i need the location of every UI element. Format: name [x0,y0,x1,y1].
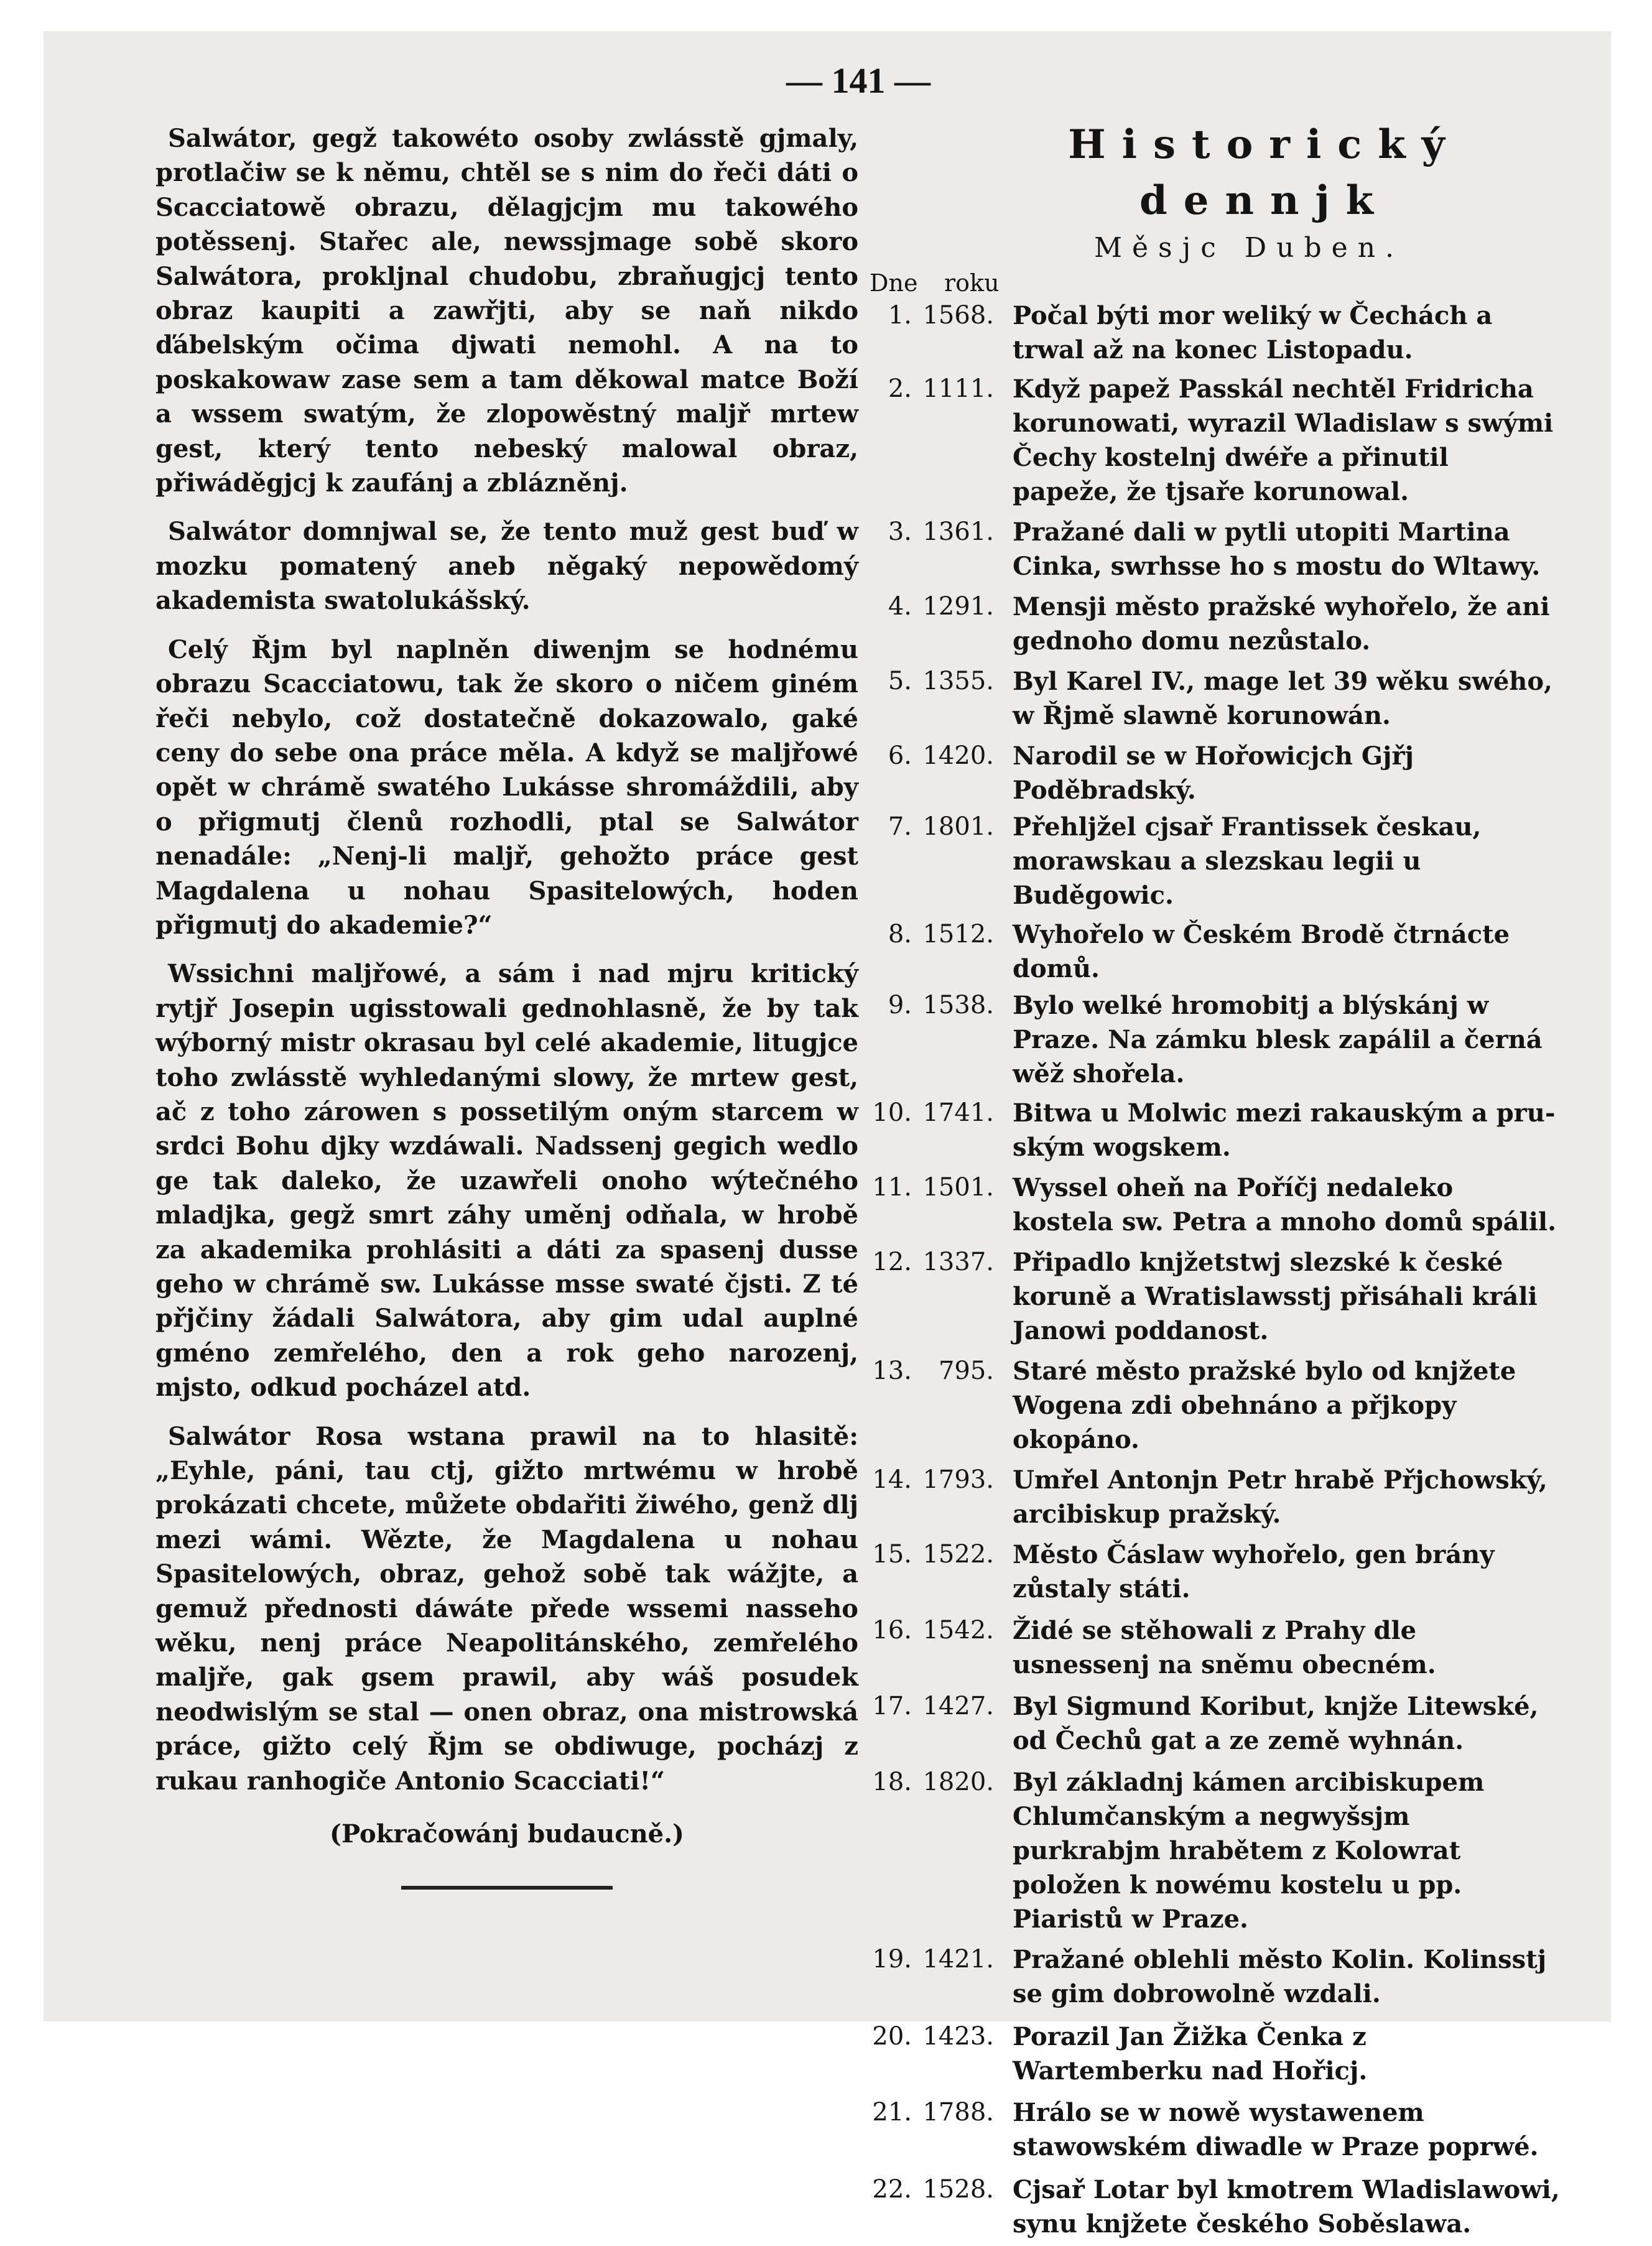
chronicle-entry [863,917,1560,986]
entry-year: 1522. [922,1540,994,1569]
column-header-day: Dne [870,269,918,297]
entry-text: Město Čáslaw wyhořelo, gen brány zůstaly státi. [1013,1540,1495,1603]
column-header-year: roku [944,269,1000,297]
entry-day: 2. [888,374,912,403]
entry-day: 1. [888,301,912,330]
chronicle-entry [863,1171,1560,1239]
entry-text: Pražané dali w pytli utopiti Martina Cinka, swrhsse ho s mostu do Wltawy. [1013,517,1541,581]
entry-day: 16. [872,1616,912,1645]
entry-text: Wyhořelo w Českém Brodě čtrnácte domů. [1013,920,1510,983]
entry-day: 11. [872,1173,912,1202]
entry-text: Porazil Jan Žižka Čenka z Wartemberku nad Hořicj. [1013,2022,1368,2086]
entry-text: Narodil se w Hořowicjch Gjřj Poděbradský. [1013,741,1414,805]
entry-text: Staré město pražské bylo od knjžete Wogena zdi obehnáno a přjkopy okopáno. [1013,1357,1516,1454]
chronicle-entry [863,1689,1560,1758]
entry-year: 1355. [922,667,994,695]
entry-day: 21. [872,2098,912,2127]
page-number: — 141 — [786,60,930,101]
entry-year: 795. [938,1357,994,1385]
entry-year: 1788. [922,2098,994,2127]
entry-day: 19. [872,1945,912,1974]
continuation-note: (Pokračowánj budaucně.) [330,1819,684,1849]
paragraph: Salwátor domnjwal se, že tento muž gest buď w mozku pomatený aneb něgaký nepowědomý akademista swatolukášský. [155,517,858,616]
entry-day: 7. [888,812,912,841]
entry-day: 14. [872,1465,912,1494]
chronicle-list [863,299,1560,2241]
entry-day: 8. [888,920,912,949]
entry-year: 1528. [922,2175,994,2204]
chronicle-entry [863,664,1560,733]
entry-text: Umřel Antonjn Petr hrabě Přjchowský, arcibiskup pražský. [1013,1465,1548,1529]
entry-year: 1793. [922,1465,994,1494]
entry-year: 1111. [922,374,994,403]
chronicle-entry [863,515,1560,583]
entry-day: 18. [872,1768,912,1796]
chronicle-entry [863,2095,1560,2164]
right-column [863,117,1560,2246]
left-column [155,121,858,1890]
paragraph: Salwátor, gegž takowéto osoby zwlásstě gjmaly, protlačiw se k němu, chtěl se s nim do řeči dáti o Scacciatowě obrazu, dělagjcjm mu takowého potěssenj. Stařec ale, newssjmage sobě skoro Salwátora, prokljnal chudobu, zbraňugjcj tento obraz kaupiti a zawřjti, aby se naň nikdo ďábelským očima djwati nemohl. A na to poskakowaw zase sem a tam děkowal matce Boží a wssem swatým, že zlopowěstný maljř mrtew gest, který tento nebeský malowal obraz, přiwáděgjcj k zaufánj a zblázněnj. [155,124,858,498]
chronicle-entry [863,739,1560,807]
entry-text: Počal býti mor weliký w Čechách a trwal až na konec Listopadu. [1013,301,1493,364]
chronicle-entry [863,988,1560,1091]
entry-year: 1361. [922,517,994,546]
entry-year: 1291. [922,592,994,621]
entry-day: 3. [888,517,912,546]
entry-year: 1421. [922,1945,994,1974]
entry-text: Bylo welké hromobitj a blýskánj w Praze. Na zámku blesk zapálil a černá wěž shořela. [1013,991,1543,1088]
entry-day: 13. [872,1357,912,1385]
entry-year: 1568. [922,301,994,330]
chronicle-entry [863,1942,1560,2011]
entry-year: 1538. [922,991,994,1019]
entry-text: Byl základnj kámen arcibiskupem Chlumčanským a negwyšsjm purkrabjm hrabětem z Kolowrat položen k nowému kostelu u pp. Piaristů w Praze. [1013,1768,1485,1934]
entry-day: 9. [888,991,912,1019]
chronicle-entry [863,1096,1560,1164]
entry-day: 5. [888,667,912,695]
chronicle-entry [863,372,1560,509]
entry-text: Mensji město pražské wyhořelo, že ani gednoho domu nezůstalo. [1013,592,1550,656]
section-divider [401,1886,613,1890]
entry-year: 1427. [922,1692,994,1720]
entry-day: 15. [872,1540,912,1569]
entry-text: Připadlo knjžetstwj slezské k české koruně a Wratislawsstj přisáhali králi Janowi poddanost. [1013,1248,1538,1345]
entry-day: 17. [872,1692,912,1720]
entry-year: 1741. [922,1098,994,1127]
entry-text: Židé se stěhowali z Prahy dle usnessenj na sněmu obecném. [1013,1616,1436,1679]
entry-day: 6. [888,741,912,770]
chronicle-entry [863,1463,1560,1531]
entry-year: 1801. [922,812,994,841]
chronicle-entry [863,1245,1560,1348]
entry-year: 1501. [922,1173,994,1202]
paragraph: Celý Řjm byl naplněn diwenjm se hodnému obrazu Scacciatowu, tak že skoro o ničem giném řeči nebylo, což dostatečně dokazowalo, gaké ceny do sebe ona práce měla. A když se maljřowé opět w chrámě swatého Lukásse shromáždili, aby o přigmutj členů rozhodli, ptal se Salwátor nenadále: „Nenj-li maljř, gehožto práce gest Magdalena u nohau Spasitelowých, hoden přigmutj do akademie?“ [155,634,858,940]
chronicle-entry [863,2173,1560,2241]
chronicle-entry [863,810,1560,912]
entry-year: 1542. [922,1616,994,1645]
entry-year: 1423. [922,2022,994,2051]
entry-day: 20. [872,2022,912,2051]
entry-day: 10. [872,1098,912,1127]
chronicle-entry [863,1613,1560,1682]
entry-text: Když papež Passkál nechtěl Fridricha korunowati, wyrazil Wladislaw s swými Čechy kostelnj dwéře a přinutil papeže, že tjsaře korunowal. [1013,374,1554,506]
entry-text: Wyssel oheň na Poříčj nedaleko kostela sw. Petra a mnoho domů spálil. [1013,1173,1557,1237]
section-subtitle: Měsjc Duben. [1093,232,1404,264]
chronicle-entry [863,2020,1560,2088]
entry-text: Cjsař Lotar byl kmotrem Wladislawowi, synu knjžete českého Soběslawa. [1013,2175,1560,2239]
chronicle-entry [863,590,1560,658]
entry-year: 1420. [922,741,994,770]
chronicle-entry [863,299,1560,367]
entry-text: Byl Karel IV., mage let 39 wěku swého, w Řjmě slawně korunowán. [1013,667,1552,730]
entry-text: Přehljžel cjsař Frantissek českau, morawskau a slezskau legii u Buděgowic. [1013,812,1482,910]
entry-year: 1820. [922,1768,994,1796]
section-title: Historický dennjk [1068,121,1461,224]
chronicle-entry [863,1354,1560,1457]
entry-day: 12. [872,1248,912,1276]
entry-text: Hrálo se w nowě wystawenem stawowském diwadle w Praze poprwé. [1013,2098,1539,2161]
entry-text: Byl Sigmund Koribut, knjže Litewské, od Čechů gat a ze země wyhnán. [1013,1692,1539,1755]
chronicle-entry [863,1538,1560,1606]
column-headers [863,267,1560,299]
entry-day: 4. [888,592,912,621]
entry-day: 22. [872,2175,912,2204]
chronicle-entry [863,1765,1560,1936]
paragraph: Wssichni maljřowé, a sám i nad mjru kritický rytjř Josepin ugisstowali gednohlasně, že by tak wýborný mistr okrasau byl celé akademie, litugjce toho zwlásstě wyhledanými slowy, že mrtew gest, ač z toho zárowen s possetilým oným starcem w srdci Bohu djky wzdáwali. Nadssenj gegich wedlo ge tak daleko, že uzawřeli onoho wýtečného mladjka, gegž smrt záhy uměnj odňala, w hrobě za akademika prohlásiti a dáti za spasenj dusse geho w chrámě sw. Lukásse msse swaté čjsti. Z té přjčiny žádali Salwátora, aby gim udal auplné gméno zemřelého, den a rok geho narozenj, mjsto, odkud pocházel atd. [155,959,858,1403]
entry-text: Bitwa u Molwic mezi rakauským a pruským wogskem. [1013,1098,1556,1162]
entry-text: Pražané oblehli město Kolin. Kolinsstj se gim dobrowolně wzdali. [1013,1945,1547,2008]
entry-year: 1512. [922,920,994,949]
paragraph: Salwátor Rosa wstana prawil na to hlasitě: „Eyhle, páni, tau ctj, gižto mrtwému w hrobě prokázati chcete, můžete obdařiti žiwého, genž dlj mezi wámi. Wězte, že Magdalena u nohau Spasitelowých, obraz, gehož sobě tak wážjte, a gemuž přednosti dáwáte přede wssemi nasseho wěku, nenj práce Neapolitánského, zemřelého maljře, gak gsem prawil, aby wáš posudek neodwislým se stal — onen obraz, ona mistrowská práce, gižto celý Řjm se obdiwuge, pocházj z rukau ranhogiče Antonio Scacciati!“ [155,1421,858,1796]
entry-year: 1337. [922,1248,994,1276]
